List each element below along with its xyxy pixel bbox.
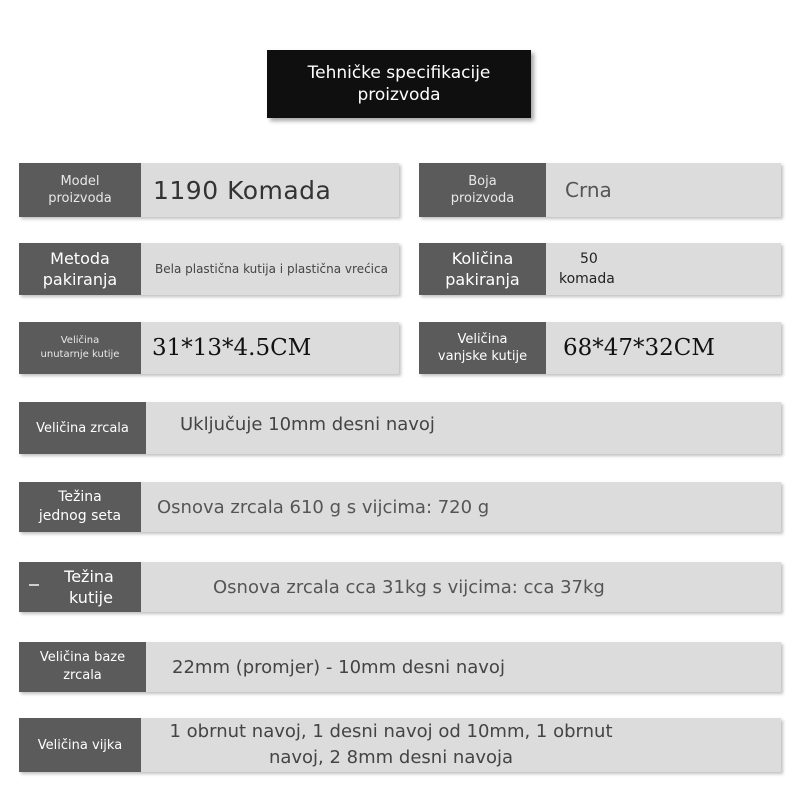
spec-label-inner-box-size <box>19 322 141 374</box>
spec-label-packing-method <box>19 243 141 295</box>
spec-label-line: Veličina baze <box>39 650 126 665</box>
spec-label-line: Veličina <box>60 335 100 346</box>
spec-label-line: zrcala <box>63 668 102 683</box>
spec-value-packing-method: Bela plastična kutija i plastična vrećica <box>155 262 388 276</box>
page-title <box>267 50 531 118</box>
title-line-1: Tehničke specifikacije <box>307 63 491 83</box>
spec-row-mirror-size <box>19 402 781 454</box>
spec-label-set-weight <box>19 482 141 532</box>
spec-label-line: proizvoda <box>48 191 112 206</box>
spec-value-mirror-size: Uključuje 10mm desni navoj <box>180 413 435 435</box>
spec-label-box-weight <box>19 562 141 612</box>
spec-value-mirror-base-size: 22mm (promjer) - 10mm desni navoj <box>172 656 505 678</box>
dash-mark <box>29 584 39 586</box>
spec-label-line: proizvoda <box>450 191 515 206</box>
spec-value-outer-box-size: 68*47*32CM <box>563 335 715 361</box>
spec-value-color: Crna <box>565 178 612 202</box>
spec-row-inner-box-size <box>19 322 399 374</box>
spec-label-line: unutarnje kutije <box>40 349 120 360</box>
spec-value-line: komada <box>559 271 615 287</box>
spec-row-packing-quantity <box>419 243 781 295</box>
spec-label-line: Boja <box>468 174 497 189</box>
title-line-2: proizvoda <box>357 85 441 105</box>
spec-value-inner-box-size: 31*13*4.5CM <box>152 335 312 361</box>
spec-value-screw-size <box>141 718 781 772</box>
spec-row-box-weight <box>19 562 781 612</box>
spec-row-packing-method <box>19 243 399 295</box>
spec-label-line: kutije <box>69 588 113 607</box>
spec-label-mirror-base-size <box>19 642 146 692</box>
spec-label-line: pakiranja <box>445 270 520 289</box>
spec-label-line: Model <box>60 174 100 189</box>
spec-value-line: 1 obrnut navoj, 1 desni navoj od 10mm, 1 obrnut <box>169 721 613 742</box>
spec-label-line: Količina <box>451 249 514 268</box>
spec-label-line: Veličina <box>457 332 508 347</box>
spec-row-set-weight <box>19 482 781 532</box>
spec-label-line: Veličina vijka <box>37 737 123 753</box>
spec-value-model: 1190 Komada <box>153 175 332 205</box>
spec-label-line: Veličina zrcala <box>36 420 129 436</box>
spec-label-line: pakiranja <box>42 270 118 289</box>
spec-value-line: 50 <box>580 251 598 267</box>
spec-value-box-weight: Osnova zrcala cca 31kg s vijcima: cca 37kg <box>213 576 605 598</box>
spec-label-screw-size <box>19 718 141 772</box>
spec-row-model <box>19 163 399 217</box>
spec-row-color <box>419 163 781 217</box>
spec-label-packing-quantity <box>419 243 546 295</box>
spec-label-model <box>19 163 141 217</box>
spec-value-set-weight: Osnova zrcala 610 g s vijcima: 720 g <box>157 496 490 518</box>
spec-row-screw-size <box>19 718 781 772</box>
spec-label-mirror-size <box>19 402 146 454</box>
spec-label-line: Težina <box>64 567 114 586</box>
spec-label-line: vanjske kutije <box>437 349 528 364</box>
spec-row-outer-box-size <box>419 322 781 374</box>
spec-label-line: Metoda <box>50 249 110 268</box>
spec-row-mirror-base-size <box>19 642 781 692</box>
spec-label-line: jednog seta <box>38 508 122 524</box>
spec-value-line: navoj, 2 8mm desni navoja <box>268 747 514 768</box>
spec-label-outer-box-size <box>419 322 546 374</box>
spec-value-packing-quantity <box>546 243 781 295</box>
spec-label-line: Težina <box>58 489 102 505</box>
spec-label-color <box>419 163 546 217</box>
